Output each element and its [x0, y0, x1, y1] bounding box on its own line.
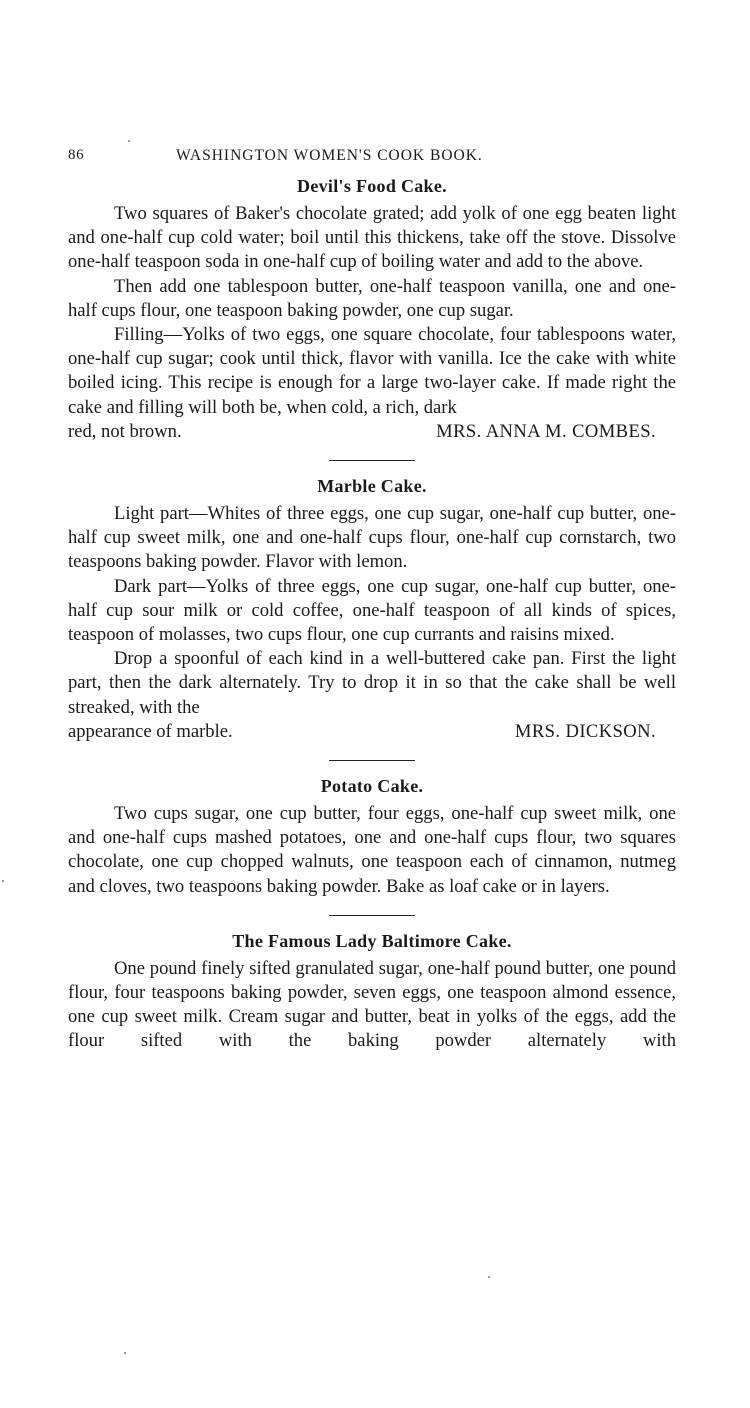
recipe-paragraph: Two squares of Baker's chocolate grated; add yolk of one egg beaten light and one-half cup cold water; boil until this thickens, take off the stove. Dissolve one-half teaspoon soda in one-half cup of boiling water and add to the above. [68, 203, 676, 273]
running-title: WASHINGTON WOMEN'S COOK BOOK. [176, 147, 483, 164]
recipe-signature: MRS. ANNA M. COMBES. [436, 420, 656, 442]
recipe-paragraph: Light part—Whites of three eggs, one cup sugar, one-half cup butter, one-half cup sweet milk, one and one-half cups flour, one-half cup cornstarch, two teaspoons baking powder. Flavor with lemon. [68, 503, 676, 573]
recipe-paragraph: Two cups sugar, one cup butter, four eggs, one-half cup sweet milk, one and one-half cups mashed potatoes, one and one-half cups flour, two squares chocolate, one cup chopped walnuts, one teaspoon each of cinnamon, nutmeg and cloves, two teaspoons baking powder. Bake as loaf cake or in layers. [68, 803, 676, 897]
recipe-paragraph: Drop a spoonful of each kind in a well-buttered cake pan. First the light part, then the dark alternately. Try to drop it in so that the cake shall be well streaked, with the [68, 648, 676, 718]
section-divider [329, 760, 415, 761]
recipe-paragraph: Then add one tablespoon butter, one-half teaspoon vanilla, one and one-half cups flour, one teaspoon baking powder, one cup sugar. [68, 275, 676, 321]
scan-speck [124, 1352, 126, 1354]
scan-speck [2, 880, 4, 882]
signature-line [68, 420, 676, 444]
recipe-title: Potato Cake. [320, 776, 424, 797]
page-number: 86 [68, 147, 85, 163]
recipe-title: The Famous Lady Baltimore Cake. [232, 930, 512, 951]
recipe-text-end: red, not brown. [68, 420, 182, 442]
scan-speck [488, 1276, 490, 1278]
recipe-paragraph: Dark part—Yolks of three eggs, one cup sugar, one-half cup butter, one-half cup sour milk or cold coffee, one-half teaspoon of all kinds of spices, teaspoon of molasses, two cups flour, one cup currants and raisins mixed. [68, 575, 676, 646]
running-head [68, 144, 676, 170]
recipe-title: Devil's Food Cake. [297, 176, 447, 196]
section-divider [329, 915, 415, 916]
recipe-signature: MRS. DICKSON. [514, 720, 656, 742]
recipe-text-end: appearance of marble. [68, 720, 233, 742]
recipe-title: Marble Cake. [317, 476, 427, 497]
recipe-marble-cake [68, 474, 676, 744]
recipe-paragraph: Filling—Yolks of two eggs, one square chocolate, four tablespoons water, one-half cup sugar; cook until thick, flavor with vanilla. Ice the cake with white boiled icing. This recipe is enough for a large two-layer cake. If made right the cake and filling will both be, when cold, a rich, dark [68, 324, 676, 418]
book-page [68, 144, 676, 1054]
signature-line [68, 720, 676, 744]
scan-speck [128, 140, 130, 142]
recipe-paragraph: One pound finely sifted granulated sugar, one-half pound butter, one pound flour, four teaspoons baking powder, seven eggs, one teaspoon almond essence, one cup sweet milk. Cream sugar and butter, beat in yolks of the eggs, add the flour sifted with the baking powder alternately with [68, 957, 676, 1052]
recipe-devils-food-cake [68, 174, 676, 444]
section-divider [329, 460, 415, 461]
recipe-potato-cake [68, 774, 676, 899]
recipe-lady-baltimore-cake [68, 929, 676, 1054]
